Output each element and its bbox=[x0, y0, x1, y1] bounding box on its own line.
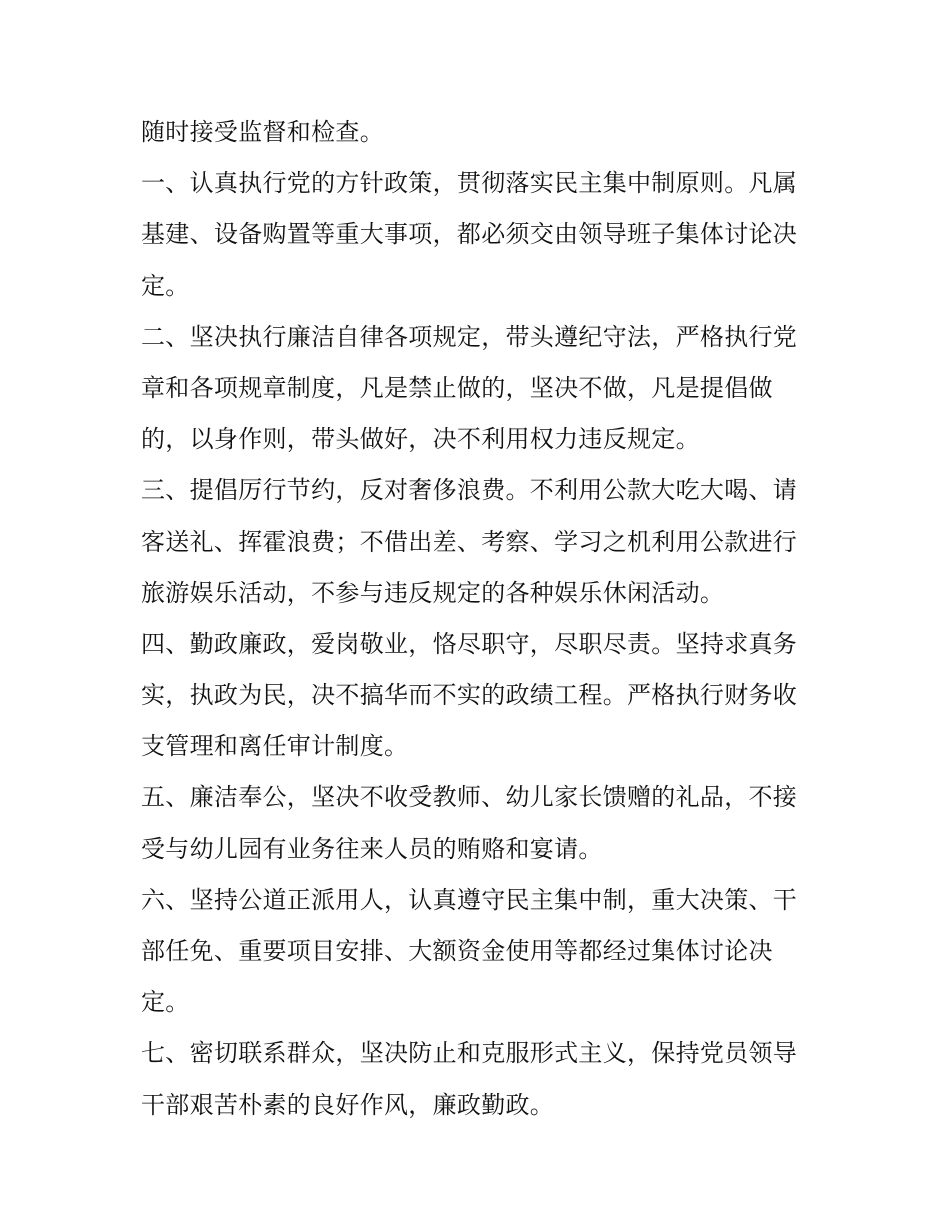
text-line-9: 客送礼、挥霍浪费；不借出差、考察、学习之机利用公款进行 bbox=[141, 527, 798, 556]
text-line-11: 四、勤政廉政，爱岗敬业，恪尽职守，尽职尽责。坚持求真务 bbox=[141, 629, 798, 658]
text-line-13: 支管理和离任审计制度。 bbox=[141, 732, 409, 761]
text-line-10: 旅游娱乐活动，不参与违反规定的各种娱乐休闲活动。 bbox=[141, 578, 725, 607]
text-line-14: 五、廉洁奉公，坚决不收受教师、幼儿家长馈赠的礼品，不接 bbox=[141, 783, 798, 812]
text-line-3: 基建、设备购置等重大事项，都必须交由领导班子集体讨论决 bbox=[141, 220, 798, 249]
text-line-8: 三、提倡厉行节约，反对奢侈浪费。不利用公款大吃大喝、请 bbox=[141, 476, 798, 505]
text-line-2: 一、认真执行党的方针政策，贯彻落实民主集中制原则。凡属 bbox=[141, 169, 798, 198]
text-line-1: 随时接受监督和检查。 bbox=[141, 118, 384, 146]
text-line-16: 六、坚持公道正派用人，认真遵守民主集中制，重大决策、干 bbox=[141, 885, 798, 914]
text-line-17: 部任免、重要项目安排、大额资金使用等都经过集体讨论决 bbox=[141, 937, 773, 965]
text-line-19: 七、密切联系群众，坚决防止和克服形式主义，保持党员领导 bbox=[141, 1039, 798, 1068]
text-line-5: 二、坚决执行廉洁自律各项规定，带头遵纪守法，严格执行党 bbox=[141, 322, 798, 351]
text-line-20: 干部艰苦朴素的良好作风，廉政勤政。 bbox=[141, 1090, 555, 1119]
text-line-15: 受与幼儿园有业务往来人员的贿赂和宴请。 bbox=[141, 834, 603, 863]
text-line-12: 实，执政为民，决不搞华而不实的政绩工程。严格执行财务收 bbox=[141, 681, 798, 710]
text-line-4: 定。 bbox=[141, 271, 190, 300]
text-line-6: 章和各项规章制度，凡是禁止做的，坚决不做，凡是提倡做 bbox=[141, 373, 773, 402]
text-line-7: 的，以身作则，带头做好，决不利用权力违反规定。 bbox=[141, 425, 700, 454]
text-line-18: 定。 bbox=[141, 988, 190, 1017]
document-body bbox=[141, 107, 831, 1131]
